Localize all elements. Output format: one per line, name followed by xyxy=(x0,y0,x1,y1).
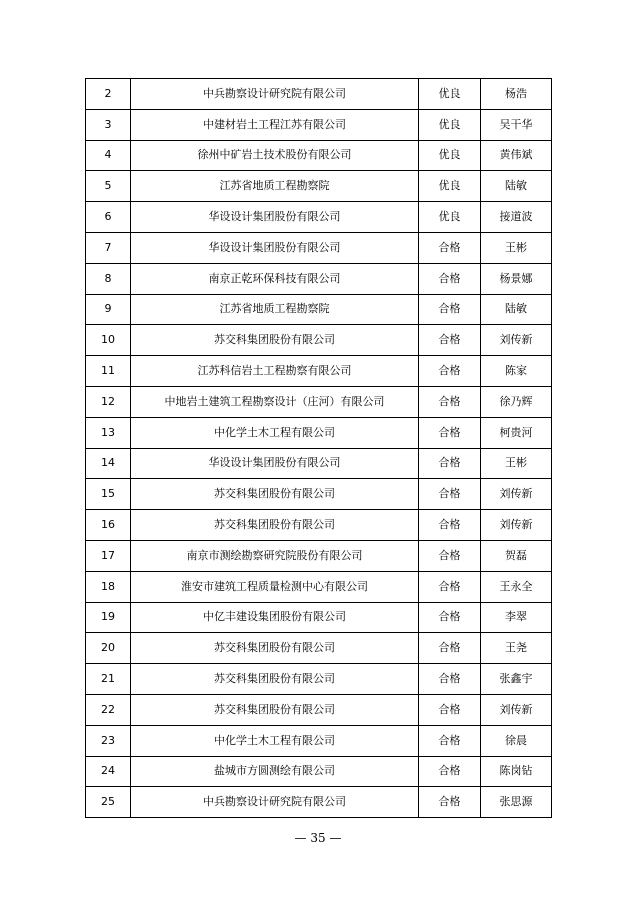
results-table xyxy=(85,78,552,818)
grade: 合格 xyxy=(419,386,481,417)
table-row xyxy=(86,540,552,571)
company-name: 中亿丰建设集团股份有限公司 xyxy=(131,602,419,633)
company-name: 南京市测绘勘察研究院股份有限公司 xyxy=(131,540,419,571)
person-name: 吴干华 xyxy=(481,109,552,140)
table-row xyxy=(86,448,552,479)
table-row xyxy=(86,664,552,695)
table-row xyxy=(86,602,552,633)
grade: 合格 xyxy=(419,510,481,541)
row-number: 18 xyxy=(86,571,131,602)
table-row xyxy=(86,510,552,541)
grade: 合格 xyxy=(419,725,481,756)
table-row xyxy=(86,263,552,294)
table-row xyxy=(86,325,552,356)
table-row xyxy=(86,633,552,664)
person-name: 王彬 xyxy=(481,448,552,479)
person-name: 陆敏 xyxy=(481,171,552,202)
company-name: 中地岩土建筑工程勘察设计（庄河）有限公司 xyxy=(131,386,419,417)
row-number: 7 xyxy=(86,232,131,263)
grade: 合格 xyxy=(419,602,481,633)
row-number: 6 xyxy=(86,202,131,233)
company-name: 华设设计集团股份有限公司 xyxy=(131,202,419,233)
person-name: 徐乃辉 xyxy=(481,386,552,417)
company-name: 中兵勘察设计研究院有限公司 xyxy=(131,787,419,818)
row-number: 3 xyxy=(86,109,131,140)
company-name: 江苏省地质工程勘察院 xyxy=(131,171,419,202)
grade: 合格 xyxy=(419,325,481,356)
company-name: 苏交科集团股份有限公司 xyxy=(131,633,419,664)
row-number: 10 xyxy=(86,325,131,356)
grade: 合格 xyxy=(419,756,481,787)
table-row xyxy=(86,109,552,140)
table-row xyxy=(86,787,552,818)
grade: 合格 xyxy=(419,232,481,263)
row-number: 22 xyxy=(86,694,131,725)
person-name: 王尧 xyxy=(481,633,552,664)
person-name: 王彬 xyxy=(481,232,552,263)
person-name: 贺磊 xyxy=(481,540,552,571)
table-row xyxy=(86,571,552,602)
table-row xyxy=(86,202,552,233)
table-row xyxy=(86,479,552,510)
person-name: 黄伟斌 xyxy=(481,140,552,171)
grade: 优良 xyxy=(419,109,481,140)
grade: 优良 xyxy=(419,79,481,110)
company-name: 中化学土木工程有限公司 xyxy=(131,417,419,448)
table-row xyxy=(86,417,552,448)
grade: 合格 xyxy=(419,694,481,725)
row-number: 9 xyxy=(86,294,131,325)
table-row xyxy=(86,386,552,417)
company-name: 中兵勘察设计研究院有限公司 xyxy=(131,79,419,110)
grade: 优良 xyxy=(419,171,481,202)
person-name: 王永全 xyxy=(481,571,552,602)
grade: 合格 xyxy=(419,263,481,294)
company-name: 华设设计集团股份有限公司 xyxy=(131,448,419,479)
person-name: 杨浩 xyxy=(481,79,552,110)
person-name: 李翠 xyxy=(481,602,552,633)
row-number: 25 xyxy=(86,787,131,818)
company-name: 苏交科集团股份有限公司 xyxy=(131,664,419,695)
row-number: 21 xyxy=(86,664,131,695)
table-row xyxy=(86,294,552,325)
company-name: 苏交科集团股份有限公司 xyxy=(131,325,419,356)
row-number: 12 xyxy=(86,386,131,417)
person-name: 柯贵河 xyxy=(481,417,552,448)
table-row xyxy=(86,232,552,263)
row-number: 5 xyxy=(86,171,131,202)
row-number: 14 xyxy=(86,448,131,479)
row-number: 15 xyxy=(86,479,131,510)
company-name: 苏交科集团股份有限公司 xyxy=(131,479,419,510)
company-name: 苏交科集团股份有限公司 xyxy=(131,694,419,725)
row-number: 4 xyxy=(86,140,131,171)
row-number: 17 xyxy=(86,540,131,571)
company-name: 江苏省地质工程勘察院 xyxy=(131,294,419,325)
person-name: 张鑫宇 xyxy=(481,664,552,695)
grade: 合格 xyxy=(419,448,481,479)
person-name: 陆敏 xyxy=(481,294,552,325)
row-number: 23 xyxy=(86,725,131,756)
grade: 合格 xyxy=(419,356,481,387)
company-name: 南京正乾环保科技有限公司 xyxy=(131,263,419,294)
person-name: 陈家 xyxy=(481,356,552,387)
company-name: 淮安市建筑工程质量检测中心有限公司 xyxy=(131,571,419,602)
row-number: 13 xyxy=(86,417,131,448)
table-row xyxy=(86,140,552,171)
table-row xyxy=(86,79,552,110)
person-name: 接道波 xyxy=(481,202,552,233)
row-number: 19 xyxy=(86,602,131,633)
grade: 合格 xyxy=(419,417,481,448)
person-name: 刘传新 xyxy=(481,325,552,356)
row-number: 24 xyxy=(86,756,131,787)
grade: 合格 xyxy=(419,540,481,571)
grade: 合格 xyxy=(419,571,481,602)
grade: 优良 xyxy=(419,140,481,171)
row-number: 16 xyxy=(86,510,131,541)
company-name: 华设设计集团股份有限公司 xyxy=(131,232,419,263)
company-name: 中建材岩土工程江苏有限公司 xyxy=(131,109,419,140)
person-name: 杨景娜 xyxy=(481,263,552,294)
company-name: 盐城市方圆测绘有限公司 xyxy=(131,756,419,787)
grade: 合格 xyxy=(419,633,481,664)
company-name: 江苏科信岩土工程勘察有限公司 xyxy=(131,356,419,387)
grade: 合格 xyxy=(419,787,481,818)
person-name: 刘传新 xyxy=(481,510,552,541)
person-name: 刘传新 xyxy=(481,479,552,510)
company-name: 苏交科集团股份有限公司 xyxy=(131,510,419,541)
row-number: 8 xyxy=(86,263,131,294)
person-name: 徐晨 xyxy=(481,725,552,756)
table-body xyxy=(86,79,552,818)
person-name: 张思源 xyxy=(481,787,552,818)
grade: 合格 xyxy=(419,294,481,325)
company-name: 徐州中矿岩土技术股份有限公司 xyxy=(131,140,419,171)
person-name: 刘传新 xyxy=(481,694,552,725)
company-name: 中化学土木工程有限公司 xyxy=(131,725,419,756)
row-number: 11 xyxy=(86,356,131,387)
table-row xyxy=(86,694,552,725)
table-row xyxy=(86,756,552,787)
table-row xyxy=(86,171,552,202)
grade: 合格 xyxy=(419,479,481,510)
row-number: 20 xyxy=(86,633,131,664)
row-number: 2 xyxy=(86,79,131,110)
table-row xyxy=(86,356,552,387)
page-number: — 35 — xyxy=(294,831,342,845)
grade: 优良 xyxy=(419,202,481,233)
table-row xyxy=(86,725,552,756)
grade: 合格 xyxy=(419,664,481,695)
person-name: 陈岗钻 xyxy=(481,756,552,787)
